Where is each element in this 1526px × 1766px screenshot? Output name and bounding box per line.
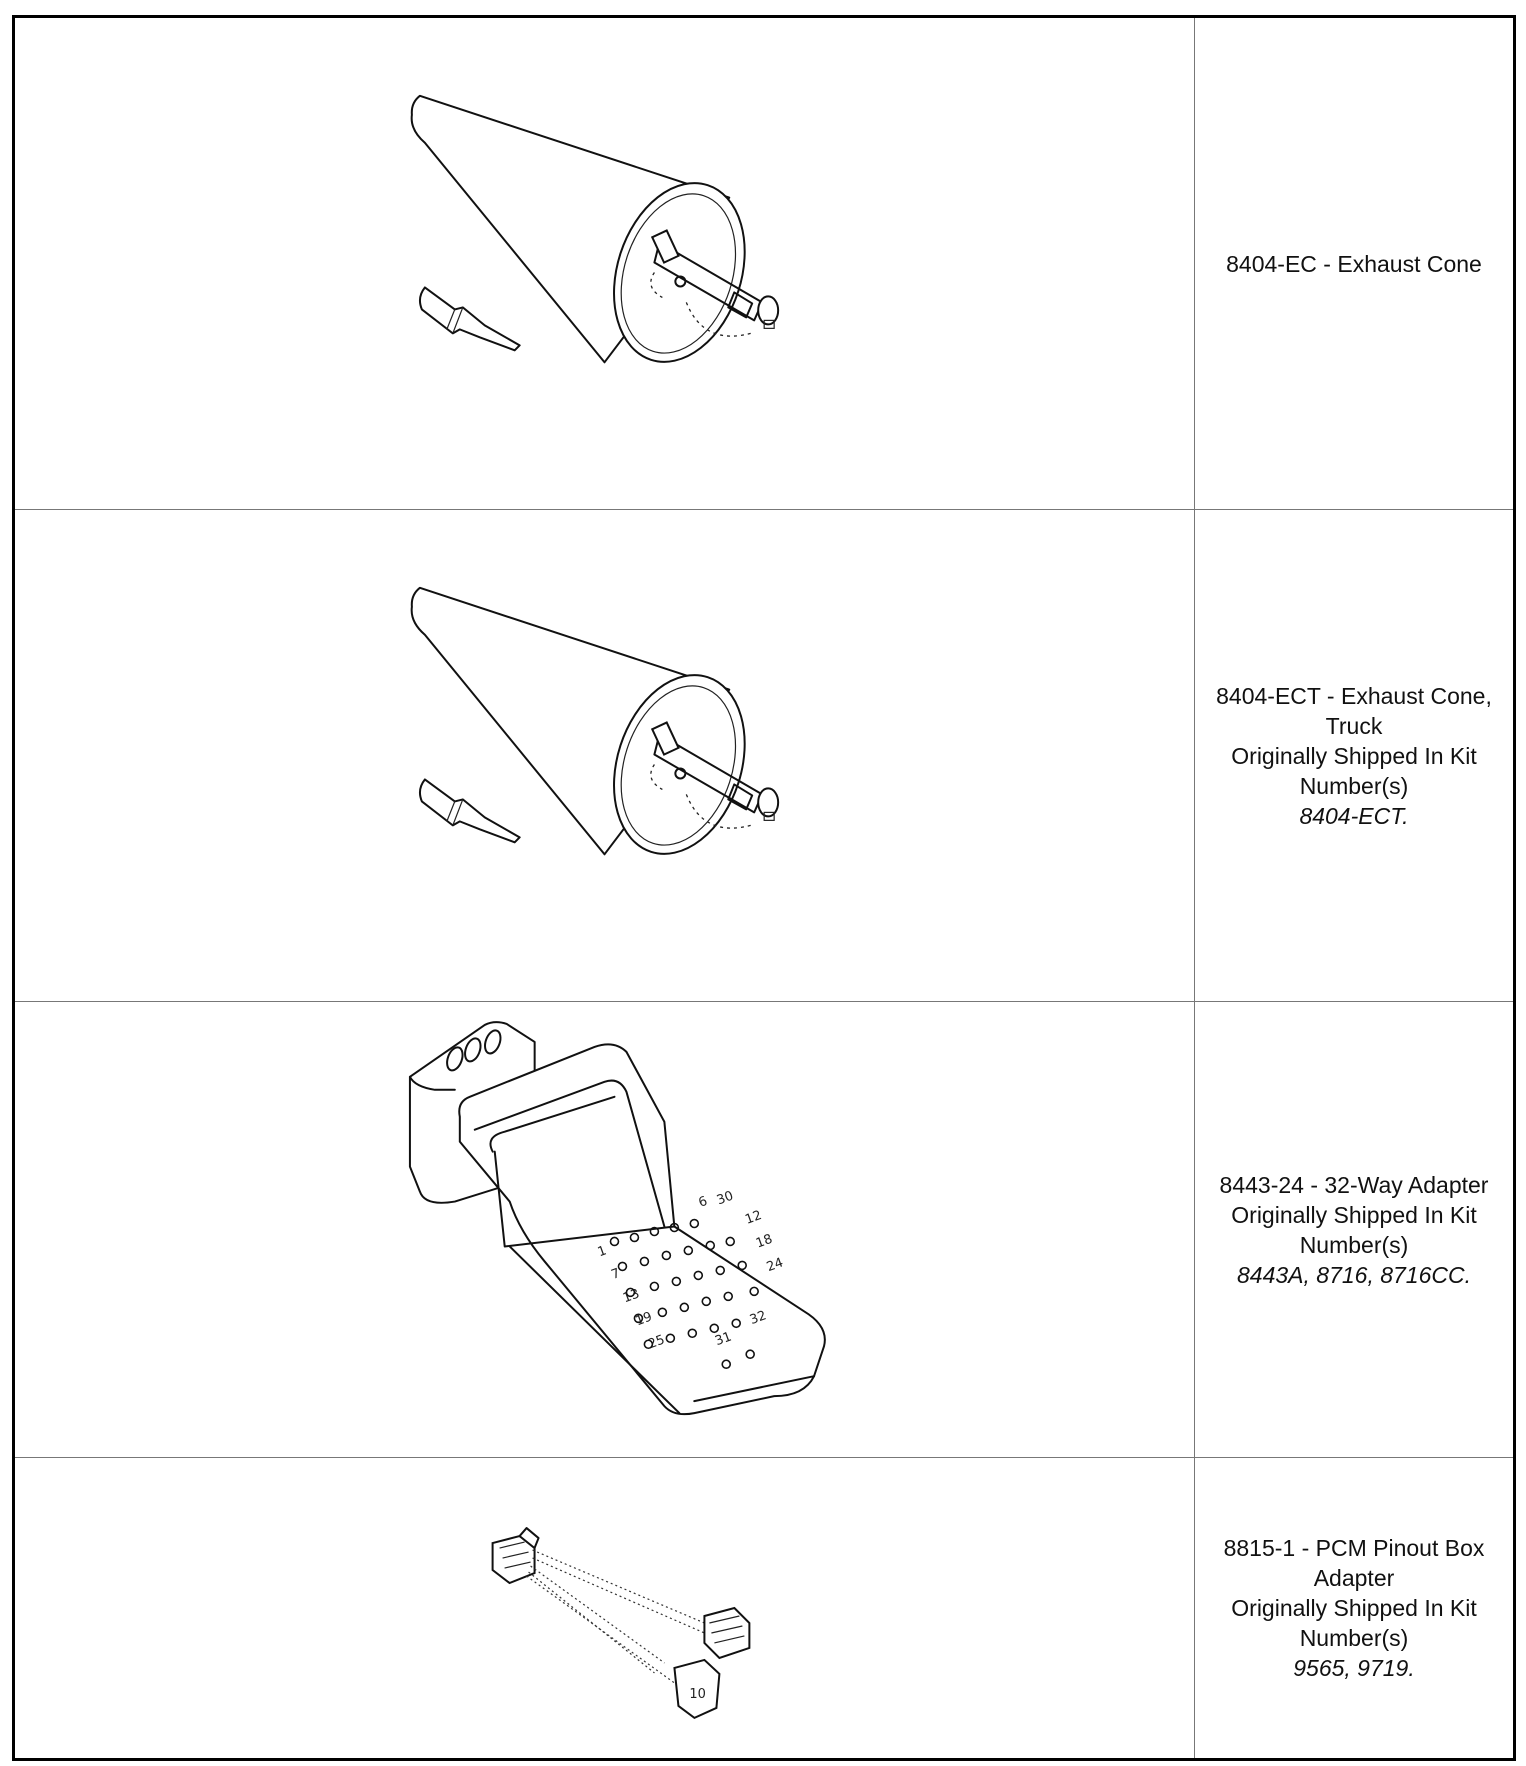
pin-label: 31 <box>713 1329 734 1350</box>
parts-table <box>12 15 1516 1761</box>
pin-label: 7 <box>609 1265 623 1283</box>
part-image-cell <box>15 18 1195 509</box>
table-row <box>15 1002 1513 1458</box>
kit-numbers: 8404-ECT. <box>1299 802 1409 829</box>
pin-label: 1 <box>595 1243 609 1261</box>
32-way-adapter-illustration <box>15 1002 1194 1457</box>
part-description <box>1195 1458 1513 1758</box>
pin-label: 6 <box>696 1193 710 1211</box>
pin-label: 12 <box>743 1208 764 1228</box>
part-image-cell <box>15 510 1195 1001</box>
part-image-cell <box>15 1002 1195 1457</box>
exhaust-cone-truck-illustration <box>15 510 1194 1001</box>
part-description <box>1195 18 1513 509</box>
part-title: 8404-EC - Exhaust Cone <box>1226 250 1482 277</box>
pin-label: 13 <box>620 1286 642 1307</box>
kit-numbers: 8443A, 8716, 8716CC. <box>1236 1261 1471 1288</box>
shipped-label: Originally Shipped In Kit Number(s) <box>1231 1595 1477 1651</box>
pinout-label: 10 <box>689 1686 706 1702</box>
pin-label: 24 <box>764 1255 786 1276</box>
pcm-pinout-box-adapter-illustration <box>15 1458 1194 1758</box>
shipped-label: Originally Shipped In Kit Number(s) <box>1231 742 1477 799</box>
pin-label: 18 <box>753 1231 775 1252</box>
table-row <box>15 18 1513 510</box>
kit-numbers: 9565, 9719. <box>1293 1655 1415 1681</box>
part-description <box>1195 510 1513 1001</box>
pin-label: 32 <box>747 1308 769 1329</box>
part-description <box>1195 1002 1513 1457</box>
pin-label: 30 <box>714 1188 736 1209</box>
part-title: 8404-ECT - Exhaust Cone, Truck <box>1216 682 1492 739</box>
part-title: 8443-24 - 32-Way Adapter <box>1219 1171 1489 1198</box>
table-row <box>15 510 1513 1002</box>
part-image-cell <box>15 1458 1195 1758</box>
part-title: 8815-1 - PCM Pinout Box Adapter <box>1223 1535 1485 1591</box>
pin-label: 25 <box>646 1332 667 1353</box>
pin-label: 19 <box>633 1309 655 1330</box>
exhaust-cone-illustration <box>15 18 1194 509</box>
shipped-label: Originally Shipped In Kit Number(s) <box>1231 1201 1477 1258</box>
table-row <box>15 1458 1513 1758</box>
